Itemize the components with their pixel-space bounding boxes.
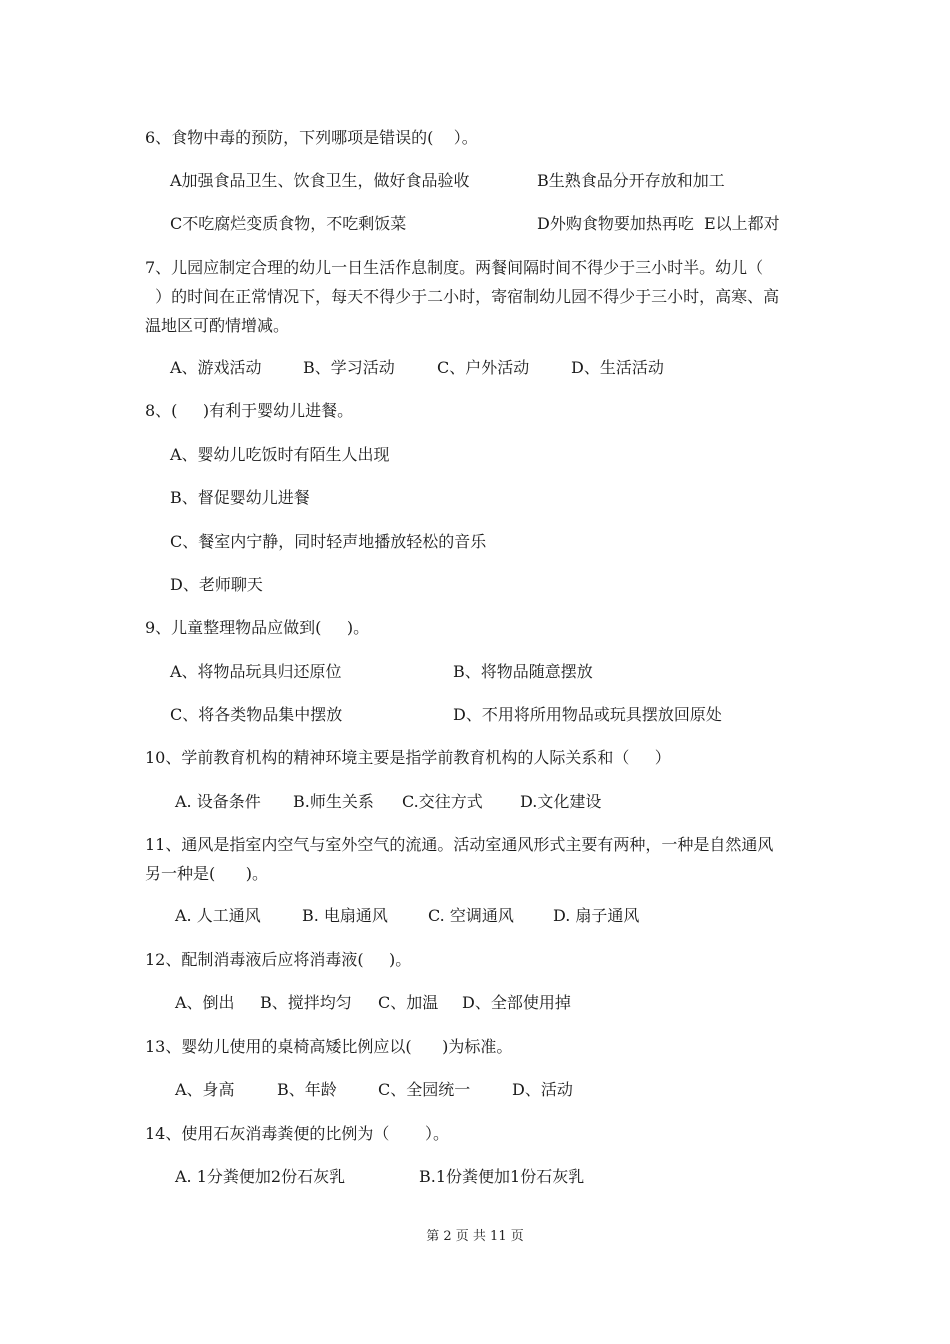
question-11-option-b: B. 电扇通风 (302, 906, 388, 925)
question-11-option-c: C. 空调通风 (428, 906, 514, 925)
question-8-stem: 8、( )有利于婴幼儿进餐。 (145, 401, 354, 420)
question-10-stem: 10、学前教育机构的精神环境主要是指学前教育机构的人际关系和（ ） (145, 748, 671, 767)
question-10-option-b: B.师生关系 (293, 792, 374, 811)
question-7-option-c: C、户外活动 (437, 358, 530, 377)
page-footer: 第 2 页 共 11 页 (426, 1229, 524, 1244)
question-13-option-d: D、活动 (512, 1080, 573, 1099)
question-11-stem-line1: 11、通风是指室内空气与室外空气的流通。活动室通风形式主要有两种，一种是自然通风 (145, 835, 774, 854)
question-13-stem: 13、婴幼儿使用的桌椅高矮比例应以( )为标准。 (145, 1037, 513, 1056)
question-14-option-a: A. 1分粪便加2份石灰乳 (175, 1167, 346, 1186)
question-13-option-c: C、全园统一 (378, 1080, 471, 1099)
question-6-option-a: A加强食品卫生、饮食卫生，做好食品验收 (170, 171, 470, 190)
question-10-option-a: A. 设备条件 (175, 792, 261, 811)
question-12-option-d: D、全部使用掉 (462, 993, 571, 1012)
question-13-option-b: B、年龄 (277, 1080, 337, 1099)
question-8-option-b: B、督促婴幼儿进餐 (170, 488, 310, 507)
question-10-option-c: C.交往方式 (402, 792, 483, 811)
question-10-option-d: D.文化建设 (520, 792, 602, 811)
question-12-option-b: B、搅拌均匀 (260, 993, 352, 1012)
question-8-option-d: D、老师聊天 (170, 575, 263, 594)
question-6-option-d: D外购食物要加热再吃 E以上都对 (537, 214, 780, 233)
question-12-option-a: A、倒出 (175, 993, 235, 1012)
question-12-stem: 12、配制消毒液后应将消毒液( )。 (145, 950, 412, 969)
question-7-option-a: A、游戏活动 (170, 358, 262, 377)
question-11-option-d: D. 扇子通风 (553, 906, 640, 925)
question-11-option-a: A. 人工通风 (175, 906, 261, 925)
question-6-option-b: B生熟食品分开存放和加工 (537, 171, 725, 190)
question-6-stem: 6、食物中毒的预防，下列哪项是错误的( ）。 (145, 128, 478, 147)
question-7-option-d: D、生活活动 (571, 358, 664, 377)
question-14-stem: 14、使用石灰消毒粪便的比例为（ ）。 (145, 1124, 449, 1143)
question-7-stem-line1: 7、儿园应制定合理的幼儿一日生活作息制度。两餐间隔时间不得少于三小时半。幼儿（ (145, 258, 764, 277)
question-13-option-a: A、身高 (175, 1080, 235, 1099)
question-7-option-b: B、学习活动 (303, 358, 395, 377)
question-11-stem-line2: 另一种是( )。 (145, 864, 269, 883)
question-9-option-c: C、将各类物品集中摆放 (170, 705, 343, 724)
question-9-option-d: D、不用将所用物品或玩具摆放回原处 (453, 705, 722, 724)
question-8-option-a: A、婴幼儿吃饭时有陌生人出现 (170, 445, 390, 464)
question-7-stem-line3: 温地区可酌情增减。 (145, 316, 290, 335)
question-14-option-b: B.1份粪便加1份石灰乳 (419, 1167, 585, 1186)
question-9-option-a: A、将物品玩具归还原位 (170, 662, 342, 681)
question-8-option-c: C、餐室内宁静，同时轻声地播放轻松的音乐 (170, 532, 487, 551)
question-6-option-c: C不吃腐烂变质食物，不吃剩饭菜 (170, 214, 407, 233)
question-12-option-c: C、加温 (378, 993, 439, 1012)
question-9-option-b: B、将物品随意摆放 (453, 662, 593, 681)
question-7-stem-line2: ）的时间在正常情况下，每天不得少于二小时，寄宿制幼儿园不得少于三小时，高寒、高 (145, 287, 780, 306)
question-9-stem: 9、儿童整理物品应做到( )。 (145, 618, 370, 637)
